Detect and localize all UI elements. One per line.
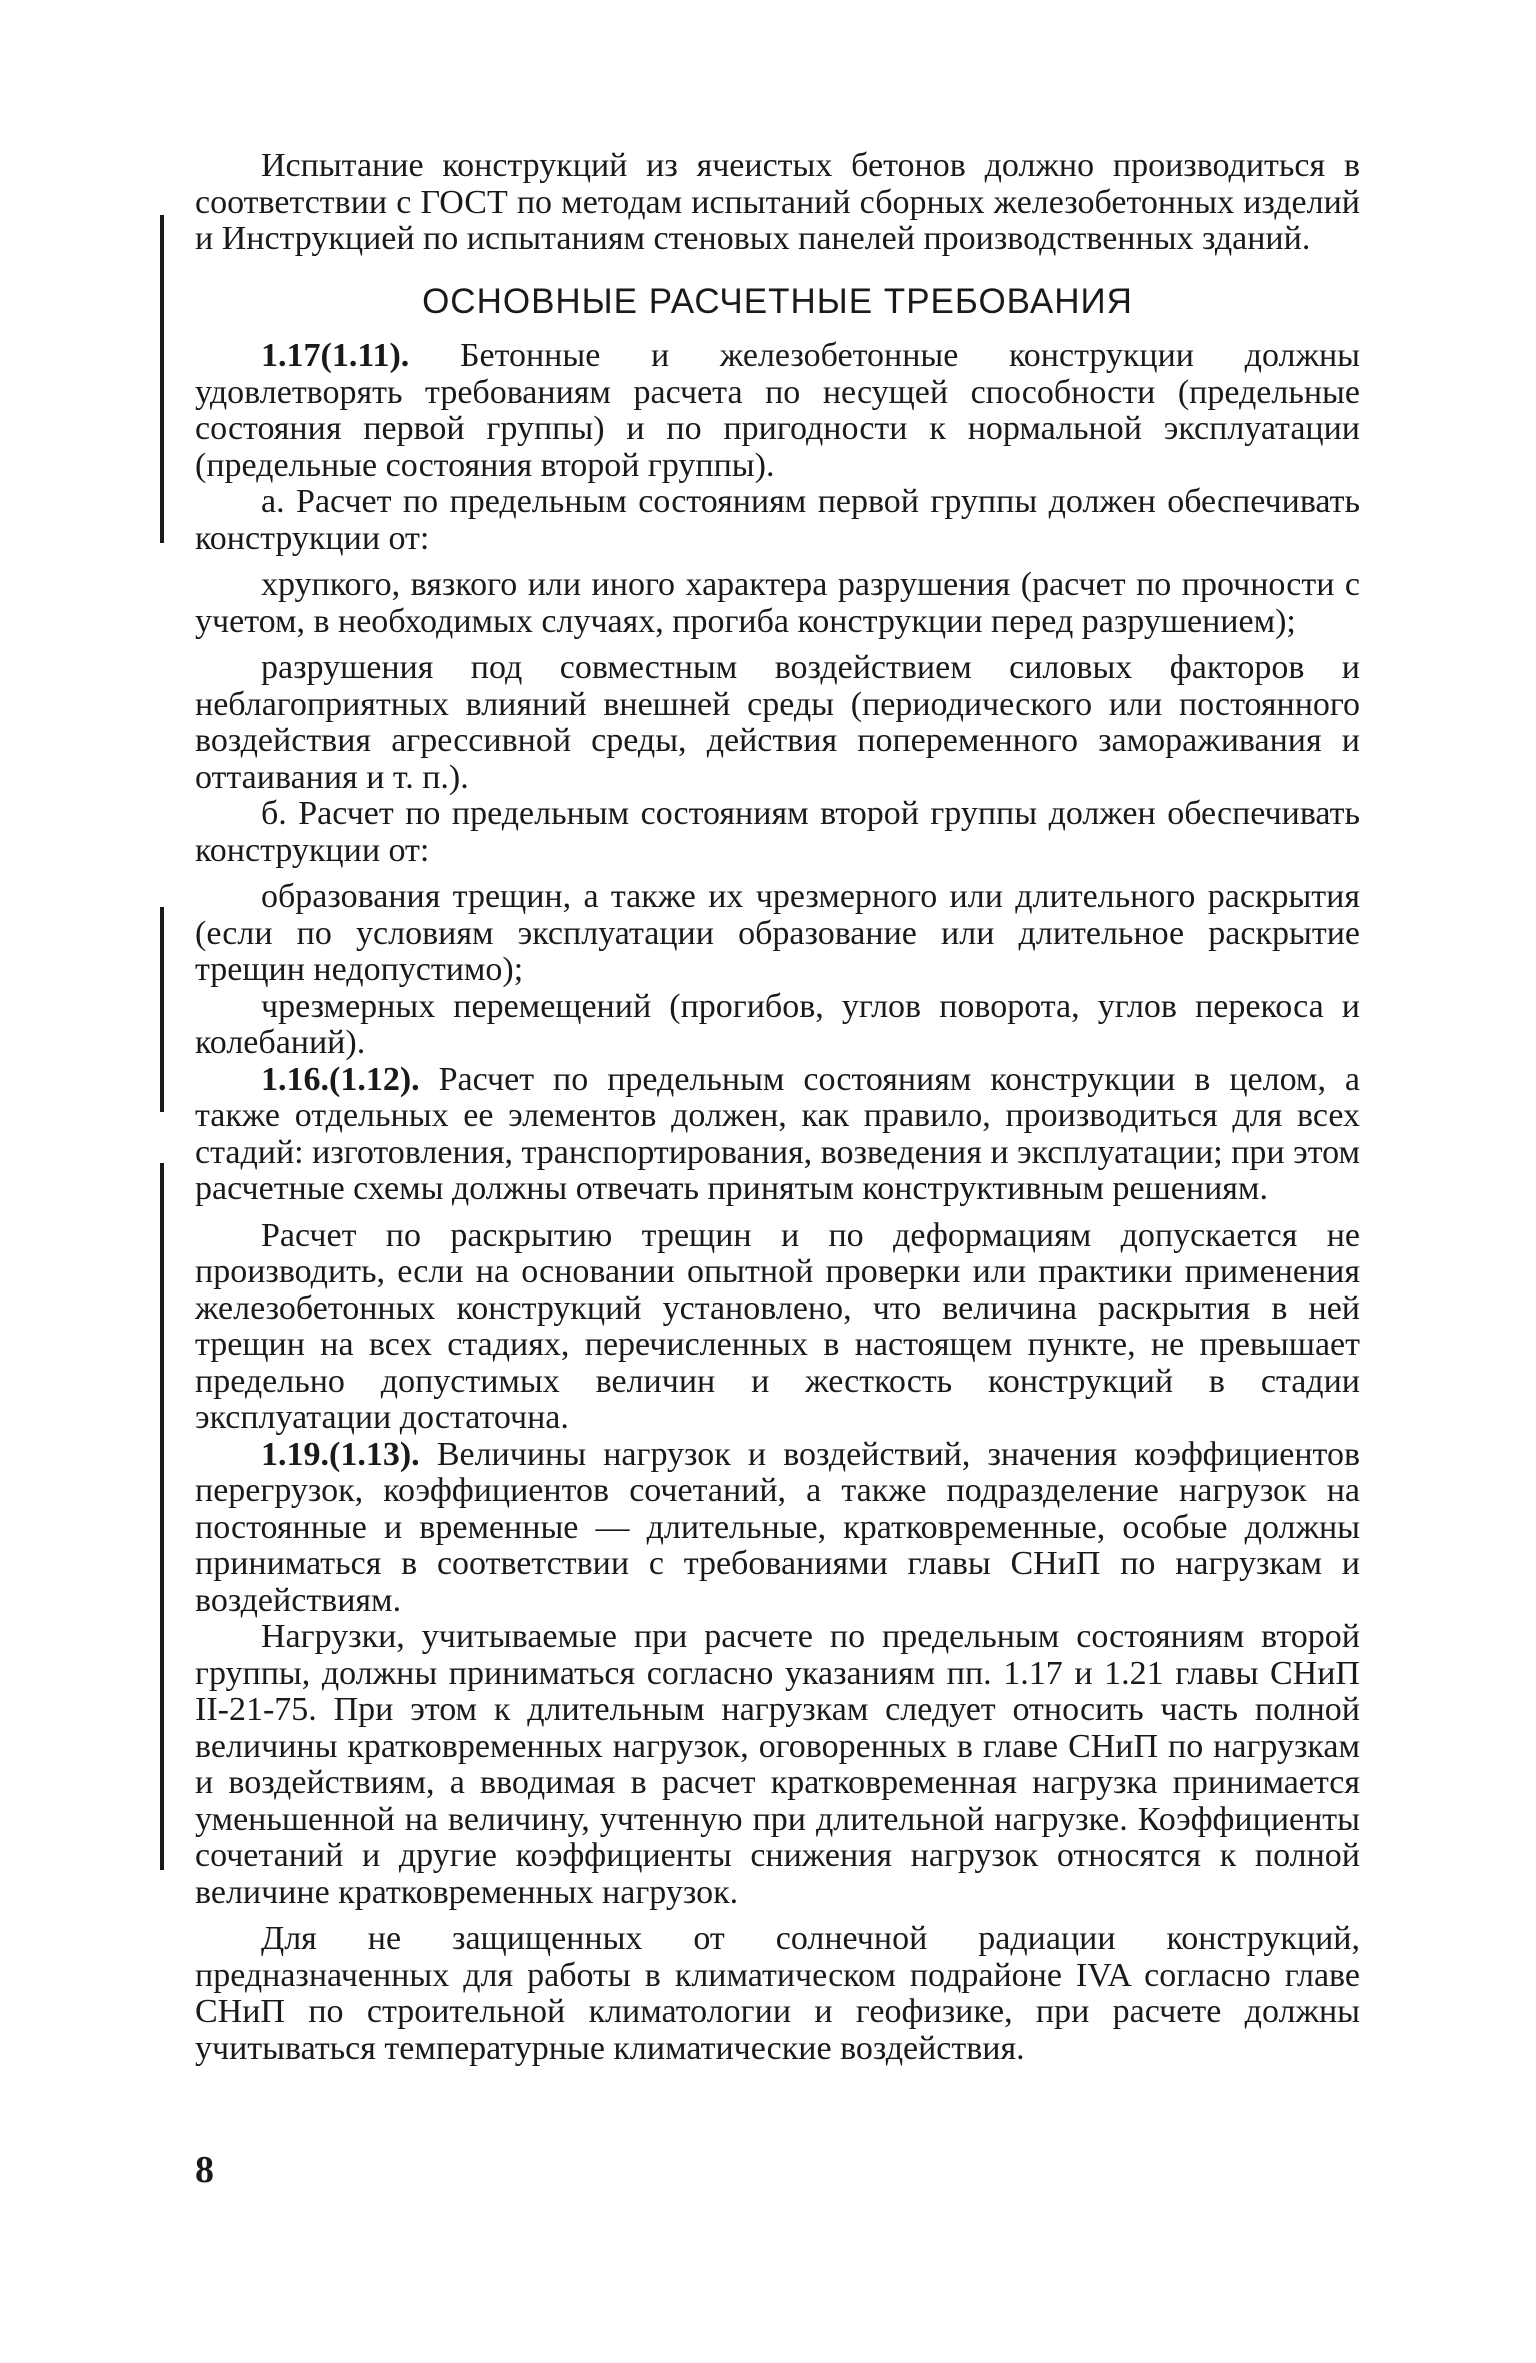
paragraph: а. Расчет по предельным состояниям первой группы должен обеспечивать конструкции от: bbox=[195, 483, 1360, 557]
paragraph: чрезмерных перемещений (прогибов, углов поворота, углов перекоса и колебаний). bbox=[195, 987, 1360, 1061]
paragraph: Для не защищенных от солнечной радиации конструкций, предназначенных для работы в климатическом подрайоне IVA согласно главе СНиП по строительной климатологии и геофизике, при расчете должны учитываться температурные климатические воздействия. bbox=[195, 1920, 1360, 2067]
paragraph: разрушения под совместным воздействием силовых факторов и неблагоприятных влияний внешней среды (периодического или постоянного воздействия агрессивной среды, действия попеременного замораживания и оттаивания и т. п.). bbox=[195, 649, 1360, 796]
paragraph: Нагрузки, учитываемые при расчете по предельным состояниям второй группы, должны приниматься согласно указаниям пп. 1.17 и 1.21 главы СНиП II-21-75. При этом к длительным нагрузкам следует относить часть полной величины кратковременных нагрузок, оговоренных в главе СНиП по нагрузкам и воздействиям, а вводимая в расчет кратковременная нагрузка принимается уменьшенной на величину, учтенную при длительной нагрузке. Коэффициенты сочетаний и другие коэффициенты снижения нагрузок относятся к полной величине кратковременных нагрузок. bbox=[195, 1618, 1360, 1911]
clause-number: 1.19.(1.13). bbox=[261, 1435, 420, 1473]
paragraph bbox=[195, 1437, 1360, 1620]
page-number: 8 bbox=[195, 2149, 214, 2191]
body-text bbox=[195, 148, 1360, 2067]
paragraph-text: Величины нагрузок и воздействий, значения коэффициентов перегрузок, коэффициентов сочетаний, а также подразделение нагрузок на постоянные и временные — длительные, кратковременные, особые должны приниматься в соответствии с требованиями главы СНиП по нагрузкам и воздействиям. bbox=[195, 1435, 1361, 1619]
clause-number: 1.17(1.11). bbox=[261, 337, 410, 374]
change-bar bbox=[160, 1163, 164, 1870]
paragraph-text: Бетонные и железобетонные конструкции должны удовлетворять требованиям расчета по несущей способности (предельные состояния первой группы) и по пригодности к нормальной эксплуатации (предельные состояния второй группы). bbox=[195, 337, 1361, 484]
clause-number: 1.16.(1.12). bbox=[261, 1060, 420, 1098]
paragraph bbox=[195, 1062, 1360, 1208]
paragraph: Испытание конструкций из ячеистых бетонов должно производиться в соответствии с ГОСТ по методам испытаний сборных железобетонных изделий и Инструкцией по испытаниям стеновых панелей производственных зданий. bbox=[195, 147, 1360, 257]
paragraph: б. Расчет по предельным состояниям второй группы должен обеспечивать конструкции от: bbox=[195, 795, 1360, 869]
paragraph: хрупкого, вязкого или иного характера разрушения (расчет по прочности с учетом, в необходимых случаях, прогиба конструкции перед разрушением); bbox=[195, 566, 1360, 640]
paragraph bbox=[195, 338, 1360, 484]
change-bar bbox=[160, 907, 164, 1112]
section-heading: ОСНОВНЫЕ РАСЧЕТНЫЕ ТРЕБОВАНИЯ bbox=[422, 281, 1133, 321]
paragraph-text: Расчет по предельным состояниям конструкции в целом, а также отдельных ее элементов должен, как правило, производиться для всех стадий: изготовления, транспортирования, возведения и эксплуатации; при этом расчетные схемы должны отвечать принятым конструктивным решениям. bbox=[195, 1060, 1360, 1207]
paragraph: образования трещин, а также их чрезмерного или длительного раскрытия (если по условиям эксплуатации образование или длительное раскрытие трещин недопустимо); bbox=[195, 878, 1360, 988]
change-bar bbox=[160, 215, 164, 543]
paragraph: Расчет по раскрытию трещин и по деформациям допускается не производить, если на основании опытной проверки или практики применения железобетонных конструкций установлено, что величина раскрытия в ней трещин на всех стадиях, перечисленных в настоящем пункте, не превышает предельно допустимых величин и жесткость конструкций в стадии эксплуатации достаточна. bbox=[195, 1216, 1360, 1436]
